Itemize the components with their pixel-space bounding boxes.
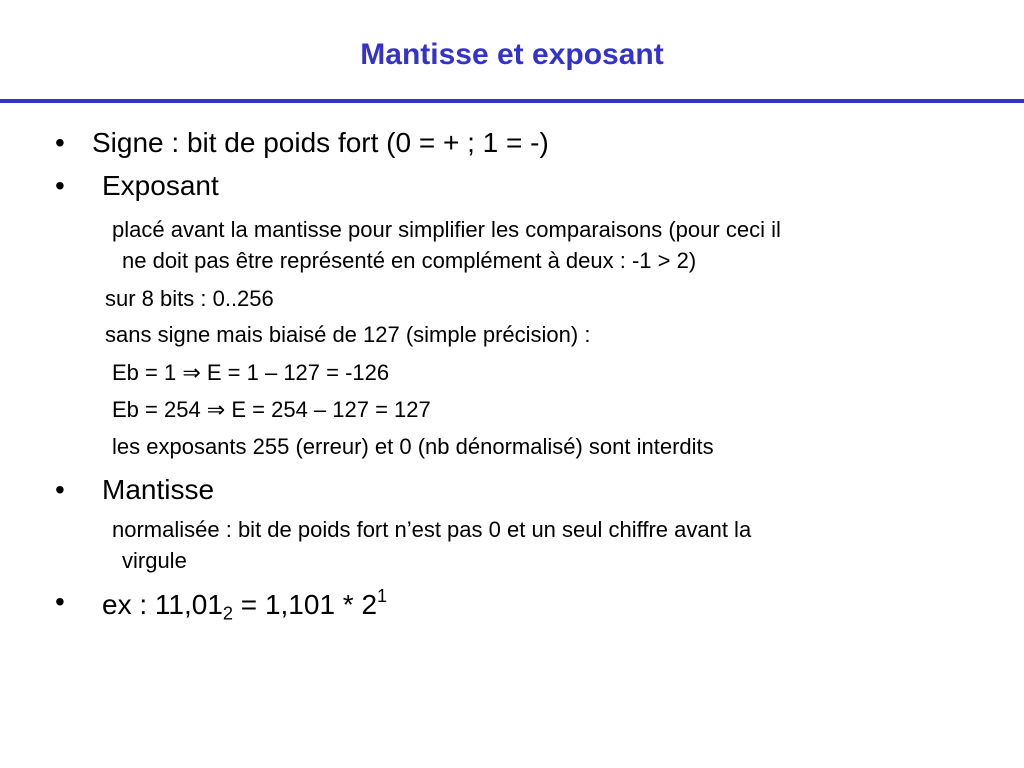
- exposant-bias: sans signe mais biaisé de 127 (simple précision) :: [105, 322, 591, 347]
- slide-title: Mantisse et exposant: [360, 38, 664, 71]
- bullet-dot: •: [55, 170, 65, 201]
- example-prefix: ex : 11,01: [102, 588, 223, 620]
- exposant-forbidden: les exposants 255 (erreur) et 0 (nb dénormalisé) sont interdits: [112, 434, 714, 459]
- example-subscript: 2: [222, 603, 234, 624]
- exposant-example-1: Eb = 1 ⇒ E = 1 – 127 = -126: [112, 360, 390, 385]
- mantisse-detail-line2: virgule: [122, 548, 187, 573]
- exposant-bits: sur 8 bits : 0..256: [105, 286, 274, 311]
- bullet-dot: •: [55, 474, 65, 505]
- exposant-detail-line2: ne doit pas être représenté en complément à deux : -1 > 2): [122, 248, 697, 273]
- exposant-example-254: Eb = 254 ⇒ E = 254 – 127 = 127: [112, 397, 431, 422]
- exposant-detail-line1: placé avant la mantisse pour simplifier les comparaisons (pour ceci il: [112, 217, 781, 242]
- bullet-dot: •: [55, 586, 65, 617]
- mantisse-detail-line1: normalisée : bit de poids fort n’est pas 0 et un seul chiffre avant la: [112, 517, 752, 542]
- example-superscript: 1: [377, 586, 388, 606]
- bullet-mantisse: Mantisse: [102, 474, 215, 505]
- title-underline: [0, 99, 1024, 103]
- bullet-dot: •: [55, 127, 65, 158]
- bullet-signe: Signe : bit de poids fort (0 = + ; 1 = -): [92, 127, 549, 158]
- example-middle: = 1,101 * 2: [233, 588, 378, 620]
- bullet-exposant: Exposant: [102, 170, 219, 201]
- bullet-example: [102, 586, 387, 624]
